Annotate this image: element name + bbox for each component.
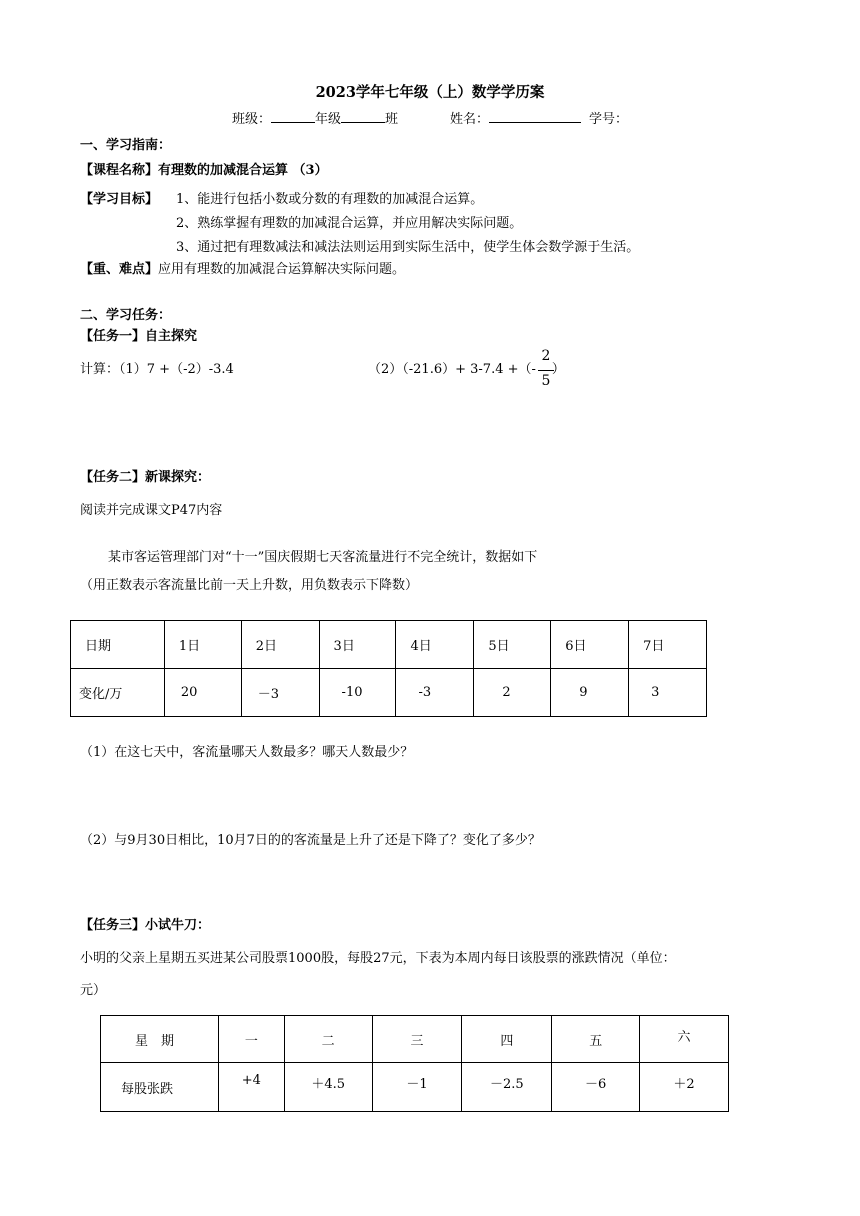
question-2: （2）与9月30日相比，10月7日的的客流量是上升了还是下降了？变化了多少？	[80, 833, 541, 848]
table-cell: 1日	[164, 621, 241, 669]
table-cell: 五	[552, 1016, 640, 1063]
task2-heading: 【任务二】新课探究：	[80, 470, 211, 485]
table-cell: 3	[629, 669, 707, 717]
goal-item: 3、通过把有理数减法和减法法则运用到实际生活中，使学生体会数学源于生活。	[176, 240, 640, 255]
task1-heading: 【任务一】自主探究	[80, 329, 198, 344]
student-info-line	[0, 110, 860, 128]
calc-2-prefix: （2）（-21.6）+ 3-7.4 +（-	[368, 362, 536, 377]
goal-item: 2、熟练掌握有理数的加减混合运算，并应用解决实际问题。	[176, 216, 523, 231]
table-cell: +4	[218, 1063, 284, 1112]
key-value: 应用有理数的加减混合运算解决实际问题。	[158, 262, 406, 277]
table-cell: 四	[462, 1016, 552, 1063]
table-cell: －1	[372, 1063, 462, 1112]
calc-2-suffix: ）	[551, 362, 565, 377]
table-cell: ＋4.5	[284, 1063, 372, 1112]
fraction-denominator: 5	[541, 373, 551, 389]
table-cell: 2	[474, 669, 551, 717]
table-cell: 星 期	[101, 1016, 219, 1063]
table-cell: 2日	[241, 621, 319, 669]
name-blank[interactable]	[489, 110, 581, 123]
table-cell: 3日	[319, 621, 396, 669]
task3-paragraph: 小明的父亲上星期五买进某公司股票1000股，每股27元，下表为本周内每日该股票的涨跌情况（单位：	[80, 951, 676, 966]
passenger-flow-table	[70, 620, 707, 717]
table-cell: 三	[372, 1016, 462, 1063]
table-cell: 5日	[474, 621, 551, 669]
class-blank[interactable]	[341, 110, 385, 123]
table-cell: －6	[552, 1063, 640, 1112]
table-cell: －2.5	[462, 1063, 552, 1112]
question-1: （1）在这七天中，客流量哪天人数最多？哪天人数最少？	[80, 745, 414, 760]
key-label: 【重、难点】	[80, 262, 159, 277]
task2-paragraph: 某市客运管理部门对“十一”国庆假期七天客流量进行不完全统计，数据如下	[108, 550, 538, 565]
course-line	[80, 163, 328, 179]
table-cell: ＋2	[640, 1063, 729, 1112]
table-cell: -3	[396, 669, 474, 717]
table-cell: 4日	[396, 621, 474, 669]
table-cell: 每股张跌	[101, 1063, 219, 1112]
fraction	[538, 348, 554, 394]
name-label: 姓名：	[450, 112, 490, 127]
table-cell: -10	[319, 669, 396, 717]
fraction-bar	[538, 370, 554, 371]
goals-label: 【学习目标】	[80, 192, 159, 207]
fraction-numerator: 2	[541, 348, 551, 364]
section-guide-heading: 一、学习指南：	[80, 138, 172, 153]
table-cell: 变化/万	[71, 669, 165, 717]
table-cell: 日期	[71, 621, 165, 669]
table-cell: 9	[551, 669, 629, 717]
class-label: 班级：	[231, 112, 271, 127]
grade-label: 年级	[314, 112, 341, 127]
table-cell: 二	[284, 1016, 372, 1063]
grade-blank[interactable]	[271, 110, 315, 123]
task3-paragraph-unit: 元）	[80, 983, 107, 998]
calc-problem-1: 计算：（1）7 +（-2）-3.4	[80, 362, 234, 377]
section-tasks-heading: 二、学习任务：	[80, 308, 172, 323]
task2-paragraph-note: （用正数表示客流量比前一天上升数，用负数表示下降数）	[80, 578, 419, 593]
course-value: 有理数的加减混合运算 （3）	[158, 163, 328, 178]
calc-problem-2	[368, 362, 565, 378]
table-cell: 六	[640, 1016, 729, 1063]
task2-read: 阅读并完成课文P47内容	[80, 503, 223, 518]
table-cell: 一	[218, 1016, 284, 1063]
course-label: 【课程名称】	[80, 163, 159, 178]
goal-item: 1、能进行包括小数或分数的有理数的加减混合运算。	[176, 192, 484, 207]
task3-heading: 【任务三】小试牛刀：	[80, 918, 211, 933]
ban-label: 班	[384, 112, 398, 127]
table-cell: －3	[241, 669, 319, 717]
stock-change-table	[100, 1015, 729, 1112]
table-cell: 6日	[551, 621, 629, 669]
table-cell: 7日	[629, 621, 707, 669]
page-title: 2023学年七年级（上）数学学历案	[315, 84, 545, 101]
key-points-line	[80, 262, 405, 278]
id-label: 学号：	[589, 112, 629, 127]
table-cell: 20	[164, 669, 241, 717]
